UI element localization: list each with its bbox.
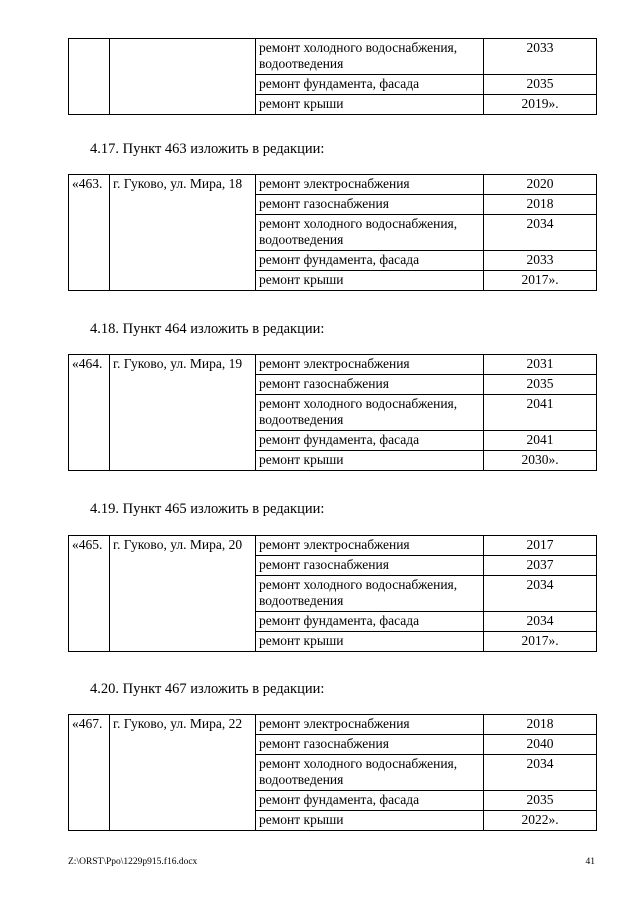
amendment-table: [68, 354, 597, 471]
work-cell: ремонт холодного водоснабжения, водоотведения: [256, 395, 484, 431]
amendment-table: [68, 174, 597, 291]
year-cell: 2030».: [484, 451, 597, 471]
work-cell: ремонт газоснабжения: [256, 735, 484, 755]
work-cell: ремонт фундамента, фасада: [256, 75, 484, 95]
work-cell: ремонт фундамента, фасада: [256, 612, 484, 632]
year-cell: 2033: [484, 251, 597, 271]
address-cell: [110, 39, 256, 115]
number-cell: «467.: [69, 715, 110, 831]
section-heading: 4.19. Пункт 465 изложить в редакции:: [90, 501, 325, 517]
work-cell: ремонт электроснабжения: [256, 175, 484, 195]
work-cell: ремонт холодного водоснабжения, водоотведения: [256, 755, 484, 791]
continuation-table: [68, 38, 597, 115]
address-cell: г. Гуково, ул. Мира, 19: [110, 355, 256, 471]
table-row: [69, 355, 597, 375]
table-row: [69, 175, 597, 195]
year-cell: 2035: [484, 791, 597, 811]
year-cell: 2022».: [484, 811, 597, 831]
year-cell: 2017».: [484, 271, 597, 291]
year-cell: 2034: [484, 755, 597, 791]
year-cell: 2034: [484, 215, 597, 251]
work-cell: ремонт холодного водоснабжения, водоотведения: [256, 576, 484, 612]
address-cell: г. Гуково, ул. Мира, 20: [110, 536, 256, 652]
work-cell: ремонт газоснабжения: [256, 375, 484, 395]
year-cell: 2018: [484, 715, 597, 735]
work-cell: ремонт фундамента, фасада: [256, 431, 484, 451]
year-cell: 2035: [484, 75, 597, 95]
year-cell: 2034: [484, 576, 597, 612]
number-cell: [69, 39, 110, 115]
work-cell: ремонт крыши: [256, 95, 484, 115]
amendment-table: [68, 714, 597, 831]
year-cell: 2033: [484, 39, 597, 75]
page-number: 41: [585, 857, 595, 867]
address-cell: г. Гуково, ул. Мира, 22: [110, 715, 256, 831]
work-cell: ремонт газоснабжения: [256, 556, 484, 576]
table-row: [69, 536, 597, 556]
work-cell: ремонт холодного водоснабжения, водоотведения: [256, 215, 484, 251]
year-cell: 2017: [484, 536, 597, 556]
work-cell: ремонт крыши: [256, 811, 484, 831]
year-cell: 2037: [484, 556, 597, 576]
year-cell: 2031: [484, 355, 597, 375]
amendment-table: [68, 535, 597, 652]
year-cell: 2018: [484, 195, 597, 215]
year-cell: 2034: [484, 612, 597, 632]
work-cell: ремонт крыши: [256, 632, 484, 652]
address-cell: г. Гуково, ул. Мира, 18: [110, 175, 256, 291]
work-cell: ремонт фундамента, фасада: [256, 251, 484, 271]
work-cell: ремонт холодного водоснабжения, водоотведения: [256, 39, 484, 75]
work-cell: ремонт электроснабжения: [256, 536, 484, 556]
file-path: Z:\ORST\Ppo\1229p915.f16.docx: [68, 857, 198, 867]
table-row: [69, 715, 597, 735]
work-cell: ремонт крыши: [256, 451, 484, 471]
year-cell: 2041: [484, 395, 597, 431]
year-cell: 2041: [484, 431, 597, 451]
work-cell: ремонт электроснабжения: [256, 715, 484, 735]
work-cell: ремонт газоснабжения: [256, 195, 484, 215]
year-cell: 2020: [484, 175, 597, 195]
year-cell: 2019».: [484, 95, 597, 115]
number-cell: «464.: [69, 355, 110, 471]
year-cell: 2040: [484, 735, 597, 755]
section-heading: 4.17. Пункт 463 изложить в редакции:: [90, 141, 325, 157]
number-cell: «463.: [69, 175, 110, 291]
year-cell: 2035: [484, 375, 597, 395]
work-cell: ремонт крыши: [256, 271, 484, 291]
work-cell: ремонт фундамента, фасада: [256, 791, 484, 811]
section-heading: 4.18. Пункт 464 изложить в редакции:: [90, 321, 325, 337]
work-cell: ремонт электроснабжения: [256, 355, 484, 375]
table-row: [69, 39, 597, 75]
section-heading: 4.20. Пункт 467 изложить в редакции:: [90, 681, 325, 697]
number-cell: «465.: [69, 536, 110, 652]
year-cell: 2017».: [484, 632, 597, 652]
